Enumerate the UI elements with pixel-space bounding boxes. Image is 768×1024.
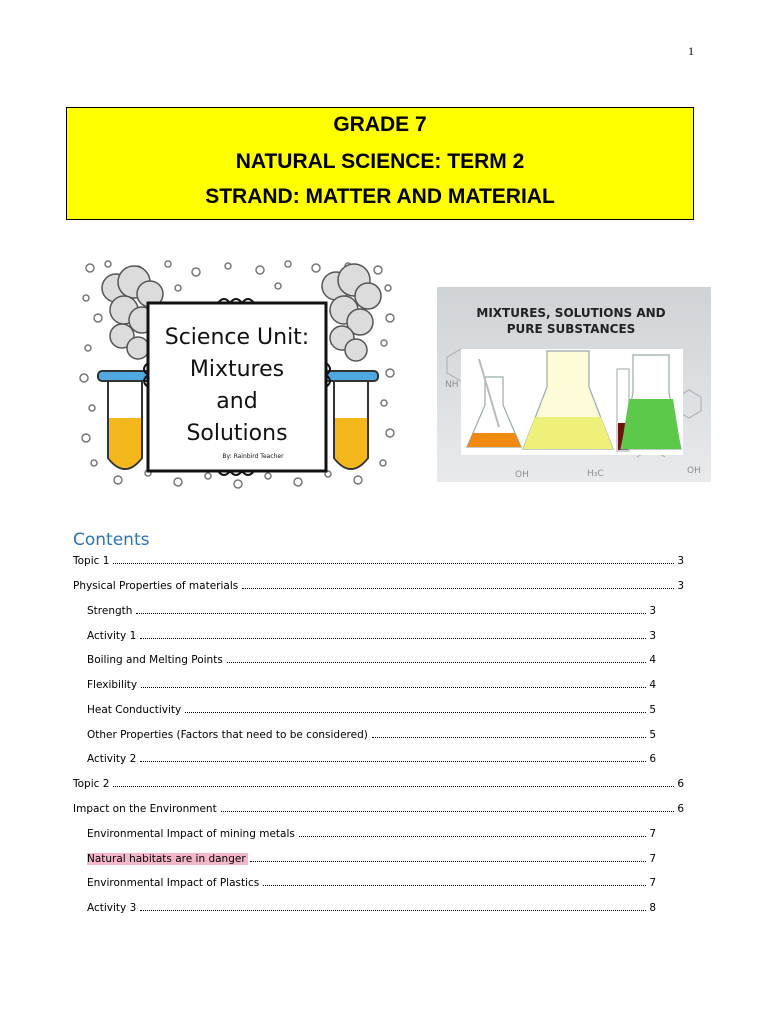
toc-label: Flexibility [87, 679, 138, 691]
toc-leader-dots [113, 785, 674, 787]
left-image-heading-2: Mixtures [189, 357, 285, 382]
toc-page: 4 [649, 679, 656, 691]
toc-label: Other Properties (Factors that need to be considered) [87, 729, 368, 741]
toc-label: Environmental Impact of Plastics [87, 877, 260, 889]
toc-leader-dots [299, 835, 646, 837]
toc-label: Boiling and Melting Points [87, 654, 223, 666]
toc-label: Topic 2 [73, 778, 110, 790]
toc-label: Activity 1 [87, 630, 137, 642]
toc-entry-activity-2[interactable] [87, 753, 656, 769]
toc-entry-plastics[interactable] [87, 877, 656, 893]
toc-label-highlighted: Natural habitats are in danger [87, 853, 246, 865]
toc-label: Activity 2 [87, 753, 137, 765]
chem-label-nh: NH [445, 380, 459, 390]
toc-entry-strength[interactable] [87, 605, 656, 621]
mixtures-solutions-illustration [437, 287, 711, 482]
chem-label-oh-2: OH [687, 466, 701, 476]
toc-page: 7 [649, 828, 656, 840]
toc-leader-dots [250, 860, 647, 862]
toc-page: 7 [649, 853, 656, 865]
left-image-credit: By: Rainbird Teacher [222, 453, 284, 460]
toc-leader-dots [140, 760, 646, 762]
title-subject: NATURAL SCIENCE: TERM 2 [235, 150, 525, 173]
toc-entry-topic-2[interactable] [73, 778, 684, 794]
toc-leader-dots [263, 884, 646, 886]
toc-leader-dots [141, 686, 646, 688]
right-image-heading-1: MIXTURES, SOLUTIONS AND [476, 306, 666, 320]
toc-leader-dots [221, 810, 675, 812]
toc-page: 6 [677, 778, 684, 790]
chem-label-h3c: H₃C [587, 469, 604, 479]
toc-page: 3 [677, 580, 684, 592]
toc-label: Heat Conductivity [87, 704, 182, 716]
toc-entry-mining-metals[interactable] [87, 828, 656, 844]
science-unit-illustration [78, 258, 396, 490]
toc-label: Topic 1 [73, 555, 110, 567]
title-box [66, 107, 694, 220]
toc-page: 3 [649, 630, 656, 642]
page-number: 1 [688, 44, 694, 58]
toc-entry-heat-conductivity[interactable] [87, 704, 656, 720]
toc-label: Physical Properties of materials [73, 580, 239, 592]
toc-entry-physical-properties[interactable] [73, 580, 684, 596]
toc-label: Activity 3 [87, 902, 137, 914]
chem-label-oh-1: OH [515, 470, 529, 480]
title-strand: STRAND: MATTER AND MATERIAL [205, 185, 555, 208]
title-grade: GRADE 7 [333, 113, 427, 136]
right-image-heading-2: PURE SUBSTANCES [506, 322, 636, 336]
toc-page: 3 [649, 605, 656, 617]
toc-leader-dots [227, 661, 647, 663]
toc-label: Impact on the Environment [73, 803, 217, 815]
toc-entry-boiling-melting[interactable] [87, 654, 656, 670]
toc-label: Strength [87, 605, 133, 617]
toc-page: 8 [649, 902, 656, 914]
toc-page: 5 [649, 704, 656, 716]
left-image-heading-4: Solutions [186, 421, 288, 446]
toc-leader-dots [242, 587, 674, 589]
toc-leader-dots [372, 736, 646, 738]
left-image-heading-1: Science Unit: [164, 325, 310, 350]
toc-entry-flexibility[interactable] [87, 679, 656, 695]
toc-page: 5 [649, 729, 656, 741]
toc-entry-natural-habitats[interactable] [87, 853, 656, 869]
toc-leader-dots [140, 909, 646, 911]
toc-entry-other-properties[interactable] [87, 729, 656, 745]
toc-page: 4 [649, 654, 656, 666]
left-image-heading-3: and [216, 389, 258, 414]
toc-entry-activity-1[interactable] [87, 630, 656, 646]
toc-page: 7 [649, 877, 656, 889]
toc-page: 6 [649, 753, 656, 765]
toc-entry-activity-3[interactable] [87, 902, 656, 918]
contents-heading: Contents [73, 530, 150, 550]
toc-page: 3 [677, 555, 684, 567]
toc-entry-impact-environment[interactable] [73, 803, 684, 819]
toc-leader-dots [185, 711, 646, 713]
toc-label: Environmental Impact of mining metals [87, 828, 295, 840]
toc-leader-dots [113, 562, 674, 564]
toc-leader-dots [140, 637, 646, 639]
toc-leader-dots [136, 612, 646, 614]
toc-page: 6 [677, 803, 684, 815]
toc-entry-topic-1[interactable] [73, 555, 684, 571]
